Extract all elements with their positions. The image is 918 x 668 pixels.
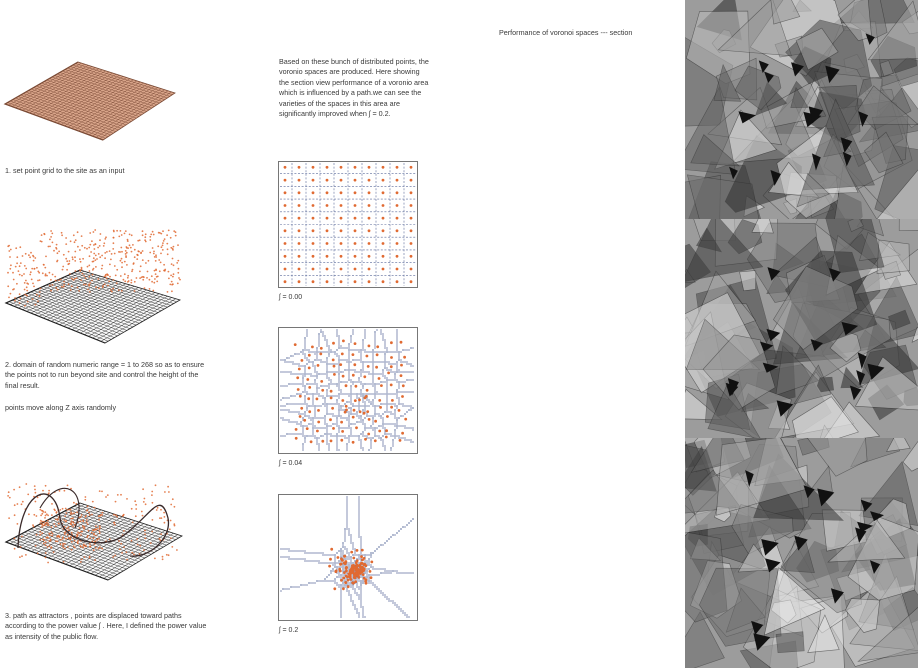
path-attractor-illustration	[0, 478, 185, 598]
caption-power-02: ʃ = 0.2	[279, 627, 299, 634]
diagram-frame	[279, 495, 418, 621]
step-3-text: 3. path as attractors , points are displaced toward paths according to the power value ʃ . Here, I defined the power value as intensity of the public flow.	[5, 611, 207, 641]
page-title: Performance of voronoi spaces --- section	[499, 28, 633, 37]
caption-power-004: ʃ = 0.04	[279, 460, 303, 467]
step-2-text: 2. domain of random numeric range = 1 to 268 so as to ensure the points not to run beyond site and control the height of the final result.	[5, 360, 205, 390]
step-1-text: 1. set point grid to the site as an input	[5, 166, 125, 175]
random-points-illustration	[0, 225, 185, 345]
voronoi-section-render-top	[685, 0, 918, 219]
voronoi-diagram-power-02	[278, 494, 418, 621]
voronoi-diagram-power-0	[278, 161, 418, 288]
render-facets	[685, 219, 918, 438]
caption-power-0: ʃ = 0.00	[279, 294, 303, 301]
render-facets	[685, 0, 918, 219]
site-grid-surface	[6, 503, 182, 580]
voronoi-section-render-bottom	[685, 438, 918, 668]
step-2-note: points move along Z axis randomly	[5, 403, 117, 412]
point-grid-illustration	[0, 60, 180, 145]
voronoi-diagram-power-004	[278, 327, 418, 454]
intro-paragraph: Based on these bunch of distributed points, the voronio spaces are produced. Here showing the section view performance of a voronio area which is influenced by a path.we can see the varieties of the spaces in this area are significantly improved when ʃ = 0.2.	[279, 57, 429, 119]
voronoi-section-render-middle	[685, 219, 918, 438]
point-grid-surface	[5, 62, 175, 140]
site-grid-surface	[6, 270, 180, 343]
